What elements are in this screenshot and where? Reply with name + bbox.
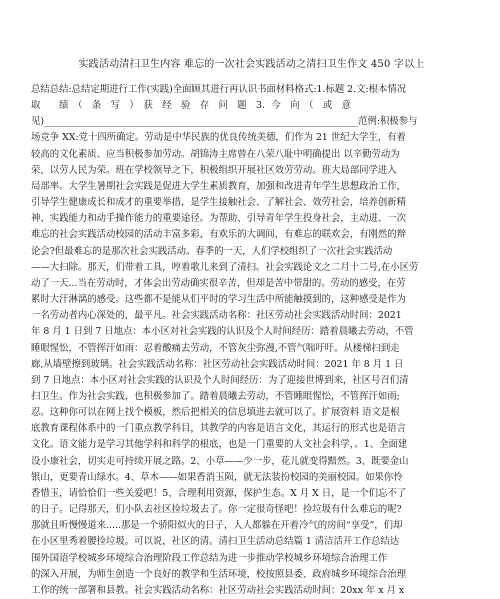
body-line: 廊,从墙壁擦到玻璃。社会实践活动名称：社区劳动社会实践活动时间：2021 年 8 月 1 日: [31, 358, 404, 370]
body-line: 围外国语学校城乡环境综合治理阶段工作总结为进一步推动学校城乡环境综合治理工作: [31, 552, 388, 564]
body-line: 工作的统一部署和县教。社会实践活动名称：社区劳动社会实践活动时间：20xx 年 x 月 x: [31, 584, 405, 596]
body-line: 一名劳动者内心深处的，最平凡。社会实践活动名称：社区劳动社会实践活动时间：2021: [31, 310, 402, 322]
body-line: 难忘的社会实践活动校园的活动丰富多彩，有欢乐的大调间，有难忘的联欢会，有刚然的辩: [31, 229, 407, 241]
body-line: 动了一天...当在劳动时，才体会出劳动确实很辛苦，但却是苦中带甜的。劳动的感受，在劳: [31, 277, 406, 289]
body-line: 论会?但最难忘的是那次社会实践活动。春季的一天，人们学校组织了一次社会实践活动: [31, 245, 393, 257]
body-line: 见)___________________________________________________________________范例:积极参与: [31, 116, 418, 128]
document-title: 实践活动清扫卫生内容 难忘的一次社会实践活动之清扫卫生作文 450 字以上: [78, 59, 425, 70]
body-line: 香惜玉，请恰恰们一些关爱吧！5、合理利用资源，保护生态。X 月 X 日，是一个们忘不了: [31, 487, 407, 499]
body-line: 较高的文化素质、应当积极参加劳动。胡锦涛主席曾在八荣八耻中明确提出 以辛勤劳动为: [31, 148, 400, 160]
body-line: 神、实践能力和动手操作能力的重要途径。为帮助、引导青年学生投身社会，主动进、一次: [31, 213, 407, 225]
body-line: 引导学生健康成长和成才的重要举措，是学生接触社会、了解社会、效劳社会，培养创新精: [31, 197, 407, 209]
body-line: 那就且听慢慢道来.....那是一个骄阳似火的日子，人人都躲在开着冷气的房间“享受”，们却: [31, 520, 403, 532]
body-line: 忍。这种你可以在网上找个模板，然后把相关的信息填进去就可以了。扩展资料 语文是根: [31, 407, 400, 419]
body-line: 睡眼惺忪，不管挥汗如雨：忍着酸痛去劳动，不管灰尘弥漫,不管气喘吁吁。从楼梯扫到走: [31, 342, 400, 354]
body-line: 底教育课程体系中的一门重点教学科目，其教学的内容是语言文化，其运行的形式也是语言: [31, 423, 407, 435]
body-line: 在小区里秀着腰捡垃圾。可以说，社区的清。清扫卫生活动总结篇 1 清洁活开工作总结达: [31, 536, 400, 548]
body-line: 扫卫生。作为社会实践，也积极参加了。踏着晨曦去劳动，不管睡眼惺忪，不管挥汗如雨;: [31, 390, 400, 402]
document-body: [31, 82, 472, 599]
body-line: 取 绩 （ 条 写 ） 获 经 验 存 问 题 3．今 向 （ 或 意: [31, 100, 352, 112]
body-line: 年 8 月 1 日到 7 日地点：本小区对社会实践的认识及个人时间经历：踏着晨曦去劳动，不管: [31, 326, 414, 338]
body-line: 荣，以劳人民为荣。班在学校领导之下，积极组织开展社区效劳劳动。班大局部同学进入: [31, 164, 397, 176]
body-line: 银山，更要青山绿水。4、草木——如果香消玉陨，就无法装扮校园的美丽校园。如果你怜: [31, 471, 403, 483]
body-line: 局部率。大学生暑期社会实践是促进大学生素质教育，加强和改进青年学生思想政治工作，: [31, 180, 407, 192]
body-line: 到 7 日地点：本小区对社会实践的认识及个人时间经历：为了迎接世博到来，社区号召们清: [31, 374, 409, 386]
body-line: 设小康社会，切实走可持续开展之路。2、小草——少一步，花儿就变得黯然。3、既要金山: [31, 455, 409, 467]
body-line: 累时大汗淋漓的感受。这些都不是能从们平时的学习生活中所能触摸到的，这种感受是作为: [31, 294, 407, 306]
body-line: 总结总结:总结定期进行工作(实践)全面顾其进行再认识书面材料格式:1.标题 2.文:根本情况: [31, 84, 407, 95]
body-line: 文化。语文能力是学习其他学科和科学的根底，也是一门重要的人文社会科学，。1、全面建: [31, 439, 408, 451]
body-line: 的日子。记得那天，们小队去社区捡垃圾去了。你一定很奇怪吧！捡垃圾有什么难忘的呢?: [31, 504, 402, 516]
body-line: ——大扫除。那天，们带着工具，哼着歌儿来到了清扫。社会实践论文之二月十二号,在小区劳: [31, 261, 419, 273]
body-line: 的深入开展，为师生创造一个良好的教学和生活环境，校按照县委、政府城乡环境综合治理: [31, 568, 407, 580]
body-line: 场竞争 XX:党十四所确定。劳动是中华民族的优良传统美德，们作为 21 世纪大学生，有着: [31, 132, 406, 144]
